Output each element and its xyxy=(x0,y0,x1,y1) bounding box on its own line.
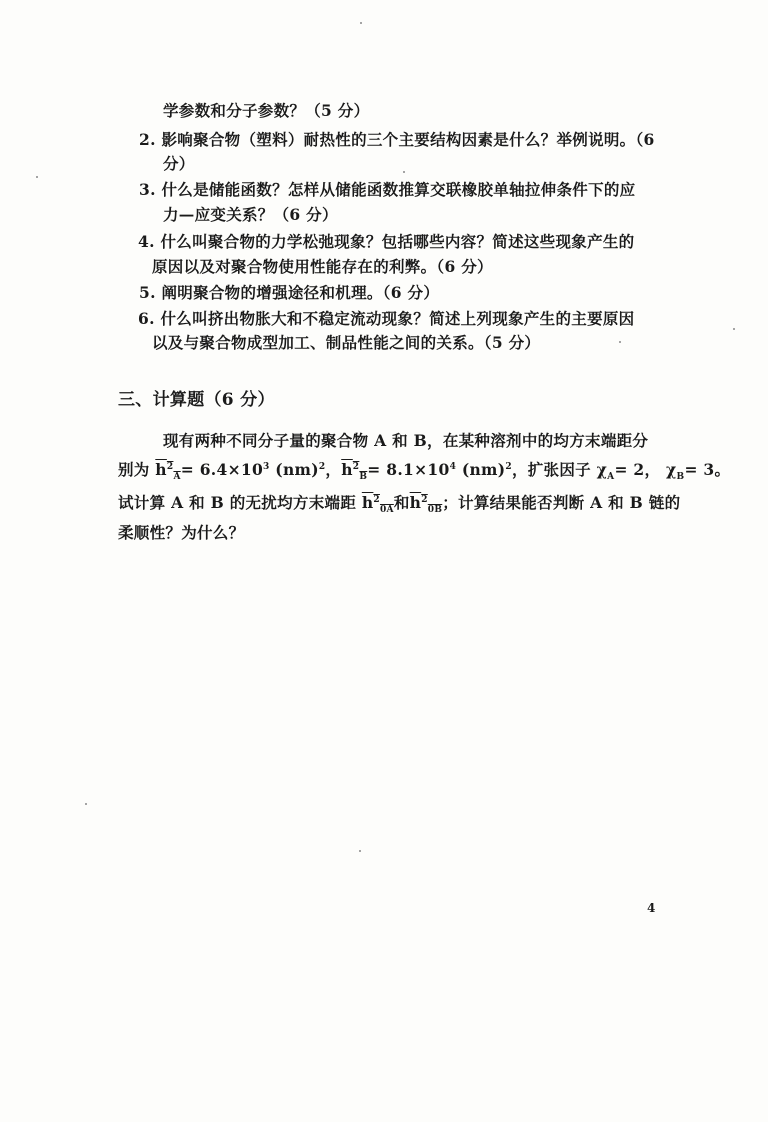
q2-number: 2. xyxy=(139,130,156,149)
q2-line2: 分） xyxy=(163,154,195,173)
l2-eq2: = 8.1×10 xyxy=(367,460,450,479)
h2B-symbol: $h^2_B$ xyxy=(341,460,368,483)
q6-number: 6. xyxy=(138,309,155,328)
l2-exp1: 3 xyxy=(263,461,270,472)
l2-u1: (nm) xyxy=(269,460,319,479)
scan-speck xyxy=(36,176,38,178)
l2-p2: ，扩张因子 χ xyxy=(511,460,608,479)
q3-number: 3. xyxy=(139,180,156,199)
q4-line1 xyxy=(138,231,635,253)
q2-text-1: 影响聚合物（塑料）耐热性的三个主要结构因素是什么？举例说明。（6 xyxy=(161,130,655,149)
q3-line1 xyxy=(139,179,636,201)
l2-eq1: = 6.4×10 xyxy=(180,460,264,479)
section3-para-line3 xyxy=(118,492,680,514)
q5-line1 xyxy=(139,282,439,304)
section3-para-line1: 现有两种不同分子量的聚合物 A 和 B，在某种溶剂中的均方末端距分 xyxy=(163,431,649,450)
q1-tail: 学参数和分子参数？（5 分） xyxy=(163,101,370,120)
q5-number: 5. xyxy=(139,283,156,302)
q6-text-1: 什么叫挤出物胀大和不稳定流动现象？简述上列现象产生的主要原因 xyxy=(160,309,635,328)
l3-p2: ；计算结果能否判断 A 和 B 链的 xyxy=(442,493,681,512)
q5-text-1: 阐明聚合物的增强途径和机理。（6 分） xyxy=(161,283,440,302)
q2-line1 xyxy=(139,129,655,151)
l2-p4: = 3。 xyxy=(684,460,731,479)
l3-and: 和 xyxy=(393,493,410,512)
l2-sep: ， xyxy=(325,460,342,479)
section3-heading: 三、计算题（6 分） xyxy=(118,390,275,410)
scan-speck xyxy=(619,341,621,343)
scan-speck xyxy=(359,850,361,852)
scan-speck xyxy=(733,328,735,330)
l3-p1: 试计算 A 和 B 的无扰均方末端距 xyxy=(118,493,362,512)
q6-line1 xyxy=(138,308,635,330)
h2-0B-symbol: $h^2_{0B}$ xyxy=(409,493,443,516)
q4-line2: 原因以及对聚合物使用性能存在的利弊。（6 分） xyxy=(152,257,493,276)
scan-speck xyxy=(360,22,362,24)
q3-line2: 力—应变关系？（6 分） xyxy=(163,205,338,224)
scan-speck xyxy=(85,803,87,805)
q4-text-1: 什么叫聚合物的力学松弛现象？包括哪些内容？简述这些现象产生的 xyxy=(160,232,635,251)
q6-line2: 以及与聚合物成型加工、制品性能之间的关系。（5 分） xyxy=(152,333,541,352)
page-number: 4 xyxy=(647,901,656,915)
chiB-sub: B xyxy=(676,472,685,483)
l2-p1: 别为 xyxy=(118,460,156,479)
section3-para-line4: 柔顺性？为什么？ xyxy=(118,523,245,542)
h2-0A-symbol: $h^2_{0A}$ xyxy=(361,493,394,516)
l2-u2-sup: 2 xyxy=(505,461,512,472)
q3-text-1: 什么是储能函数？怎样从储能函数推算交联橡胶单轴拉伸条件下的应 xyxy=(161,180,636,199)
h2A-symbol: $h^2_A$ xyxy=(155,460,181,483)
l2-u1-sup: 2 xyxy=(318,461,326,472)
l2-exp2: 4 xyxy=(449,461,457,472)
section3-para-line2 xyxy=(118,459,730,481)
chiA-sub: A xyxy=(607,472,615,483)
l2-p3: = 2， χ xyxy=(614,460,677,479)
l2-u2: (nm) xyxy=(456,460,506,479)
scan-speck xyxy=(403,171,405,173)
q4-number: 4. xyxy=(138,232,155,251)
